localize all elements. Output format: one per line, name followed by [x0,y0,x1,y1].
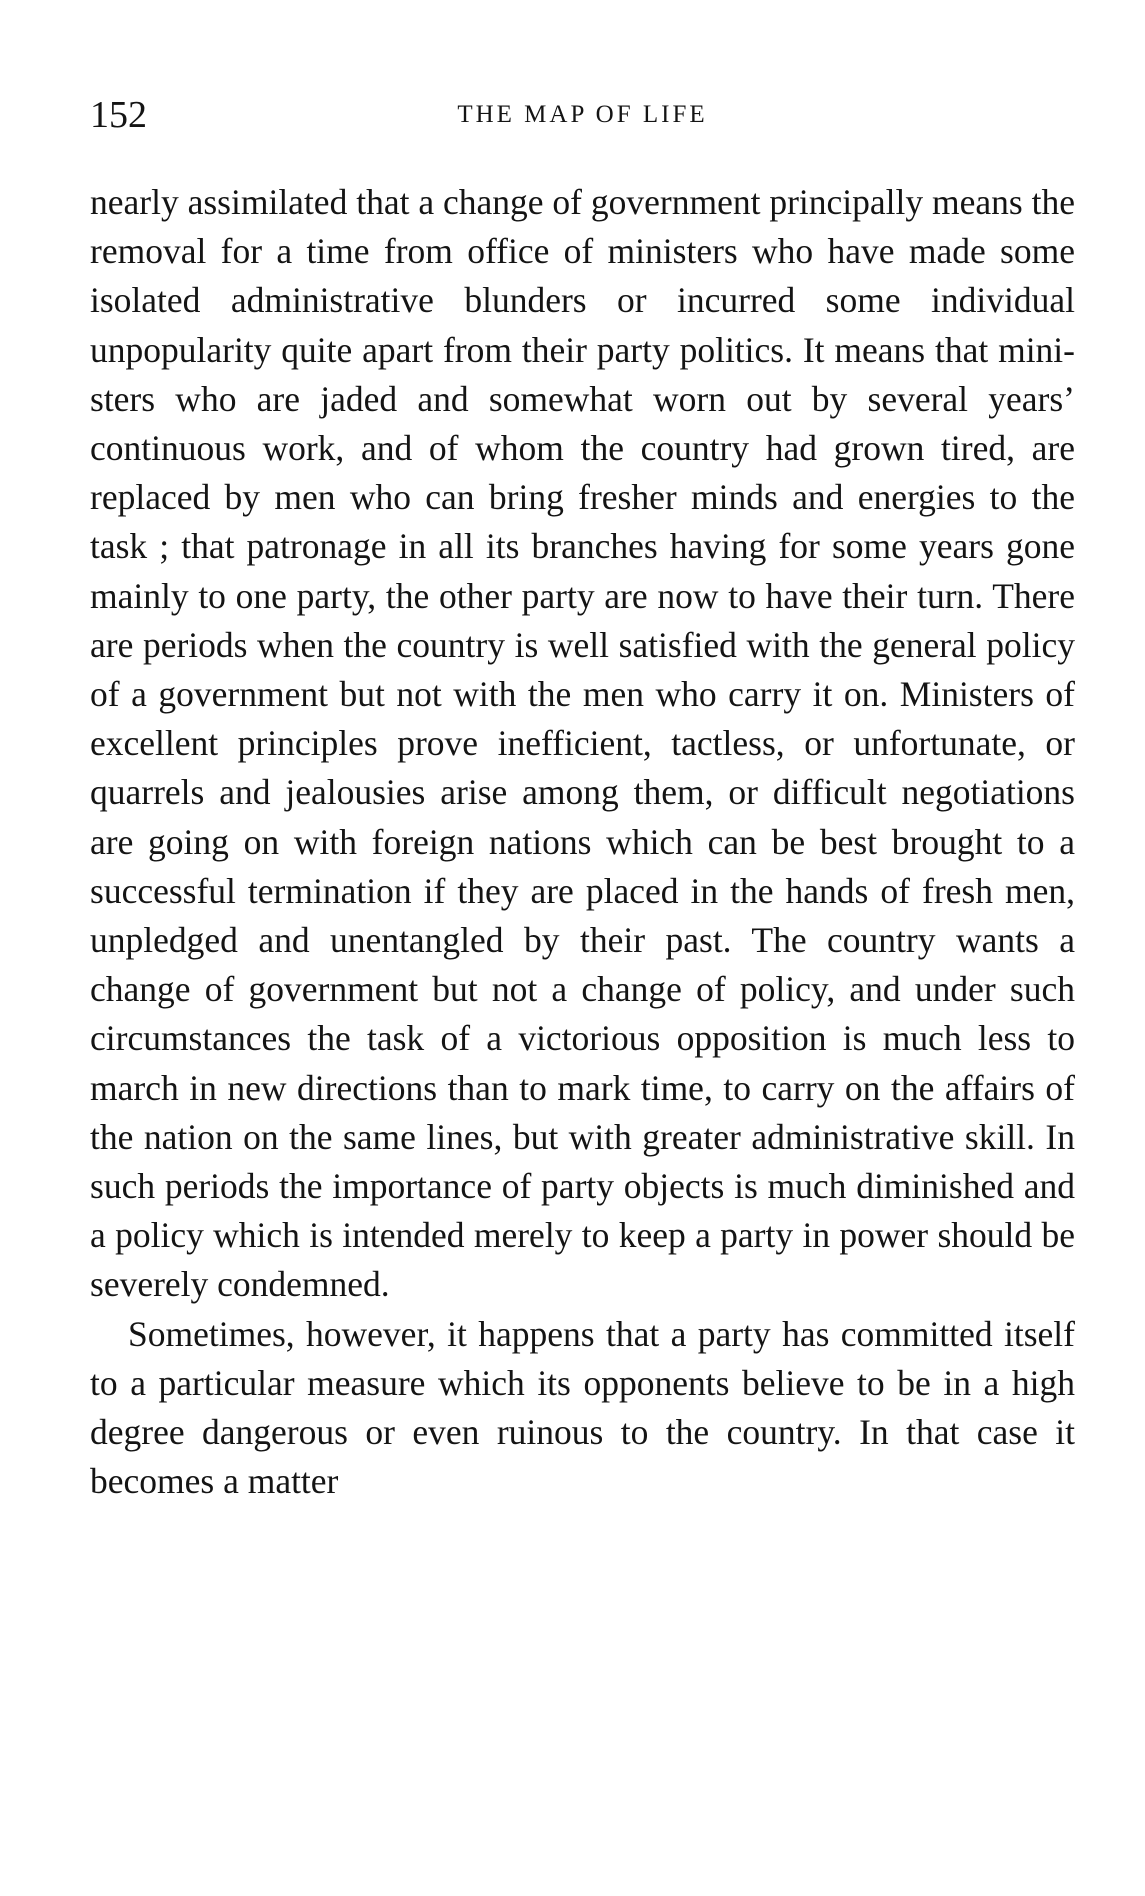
page-number: 152 [90,94,147,136]
page-header [90,90,1075,140]
body-text [90,178,1075,1506]
running-title: THE MAP OF LIFE [457,101,708,128]
paragraph: Sometimes, however, it happens that a party has committed itself to a particular measure which its opponents believe to be in a high degree dangerous or even ruinous to the country. In that case it becomes a matter [90,1313,1075,1502]
paragraph-continued: nearly assimilated that a change of government principally means the removal for a time from office of ministers who have made some isolated administrative blunders or incurred some individual unpopularity quite apart from their party politics. It means that ministers who are jaded and somewhat worn out by several years’ continuous work, and of whom the country had grown tired, are replaced by men who can bring fresher minds and energies to the task ; that patronage in all its branches having for some years gone mainly to one party, the other party are now to have their turn. There are periods when the country is well satisfied with the general policy of a government but not with the men who carry it on. Ministers of excellent principles prove inefficient, tactless, or unfortunate, or quarrels and jealousies arise among them, or difficult negotiations are going on with foreign nations which can be best brought to a successful termination if they are placed in the hands of fresh men, unpledged and unentangled by their past. The country wants a change of government but not a change of policy, and under such circumstances the task of a victorious opposition is much less to march in new directions than to mark time, to carry on the affairs of the nation on the same lines, but with greater administrative skill. In such periods the importance of party objects is much diminished and a policy which is intended merely to keep a party in power should be severely condemned. [90,182,1075,1305]
